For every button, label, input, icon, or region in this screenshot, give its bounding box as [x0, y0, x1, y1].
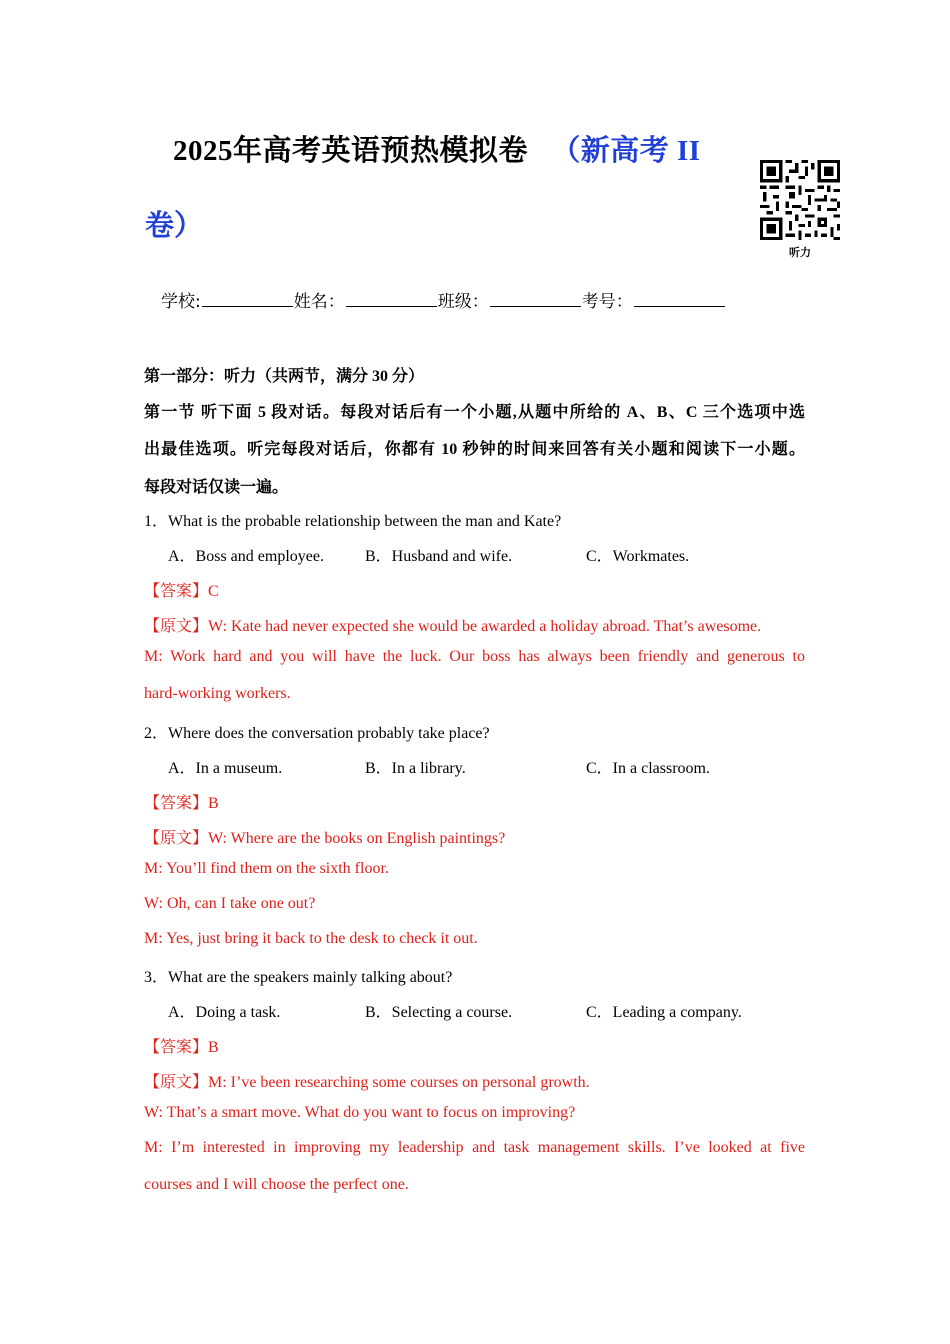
- section-instructions-line-1: 第一节 听下面 5 段对话。每段对话后有一个小题,从题中所给的 A、B、C 三个选项中选: [144, 404, 805, 421]
- question-3-script-line: W: That’s a smart move. What do you want to focus on improving?: [144, 1104, 576, 1121]
- page-title: [173, 128, 701, 169]
- question-2-script-line: W: Oh, can I take one out?: [144, 895, 316, 912]
- title-continuation: 卷）: [145, 210, 204, 242]
- section-instructions-line-3: 每段对话仅读一遍。: [144, 479, 289, 496]
- question-1-stem: 1．What is the probable relationship between the man and Kate?: [144, 513, 562, 530]
- school-label: 学校:: [161, 292, 201, 312]
- class-field[interactable]: [490, 292, 581, 307]
- exam-no-field[interactable]: [634, 292, 725, 307]
- question-1-script-line: M: Work hard and you will have the luck. Our boss has always been friendly and generous to: [144, 648, 805, 665]
- question-1-script-line: hard-working workers.: [144, 685, 291, 702]
- question-3-script-line: courses and I will choose the perfect one.: [144, 1176, 409, 1193]
- section-instructions-line-2: 出最佳选项。听完每段对话后，你都有 10 秒钟的时间来回答有关小题和阅读下一小题。: [144, 441, 805, 458]
- question-1-option-c: C．Workmates.: [586, 548, 690, 565]
- section-heading: 第一部分：听力（共两节，满分 30 分）: [144, 368, 425, 385]
- question-3-option-a: A．Doing a task.: [168, 1004, 281, 1021]
- question-1-option-b: B．Husband and wife.: [365, 548, 513, 565]
- question-3-option-b: B．Selecting a course.: [365, 1004, 513, 1021]
- name-field[interactable]: [346, 292, 437, 307]
- student-info: [161, 287, 726, 312]
- question-2-script-line: 【原文】W: Where are the books on English paintings?: [144, 830, 506, 847]
- question-2-stem: 2．Where does the conversation probably take place?: [144, 725, 490, 742]
- question-1-script-line: 【原文】W: Kate had never expected she would be awarded a holiday abroad. That’s awesome.: [144, 618, 762, 635]
- question-2-answer: 【答案】B: [144, 795, 219, 812]
- question-3-script-line: 【原文】M: I’ve been researching some courses on personal growth.: [144, 1074, 590, 1091]
- question-2-script-line: M: Yes, just bring it back to the desk to check it out.: [144, 930, 478, 947]
- title-main: 2025年高考英语预热模拟卷: [173, 135, 529, 167]
- class-label: 班级：: [437, 292, 489, 312]
- question-2-option-a: A．In a museum.: [168, 760, 283, 777]
- question-2-option-c: C．In a classroom.: [586, 760, 710, 777]
- question-2-option-b: B．In a library.: [365, 760, 466, 777]
- question-2-script-line: M: You’ll find them on the sixth floor.: [144, 860, 389, 877]
- question-3-option-c: C．Leading a company.: [586, 1004, 742, 1021]
- title-edition: （新高考 II: [551, 135, 701, 167]
- listening-qr-code[interactable]: [760, 160, 840, 240]
- name-label: 姓名：: [293, 292, 345, 312]
- qr-label: 听力: [789, 246, 811, 259]
- question-3-script-line: M: I’m interested in improving my leadership and task management skills. I’ve looked at five: [144, 1139, 805, 1156]
- school-field[interactable]: [202, 292, 293, 307]
- question-1-answer: 【答案】C: [144, 583, 219, 600]
- question-3-answer: 【答案】B: [144, 1039, 219, 1056]
- question-3-stem: 3．What are the speakers mainly talking about?: [144, 969, 453, 986]
- question-1-option-a: A．Boss and employee.: [168, 548, 324, 565]
- exam-no-label: 考号：: [581, 292, 633, 312]
